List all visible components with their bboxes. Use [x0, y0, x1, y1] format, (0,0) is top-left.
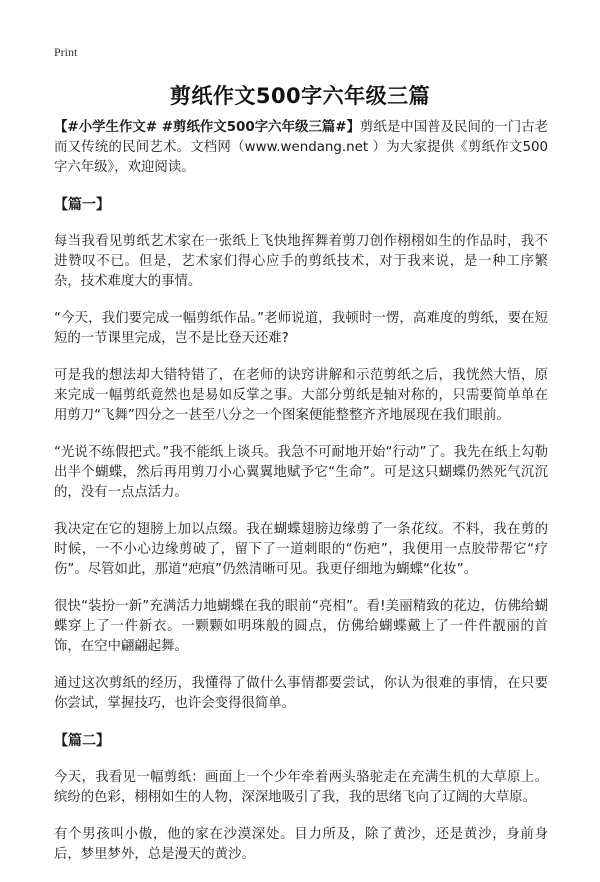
- paragraph: 每当我看见剪纸艺术家在一张纸上飞快地挥舞着剪刀创作栩栩如生的作品时，我不进赞叹不已。但是，艺术家们得心应手的剪纸技术，对于我来说，是一种工序繁杂，技术难度大的事情。: [54, 234, 548, 289]
- intro-tag: 【#小学生作文# #剪纸作文500字六年级三篇#】: [54, 120, 361, 135]
- article-body: [54, 118, 548, 882]
- section-heading-1: 【篇一】: [54, 197, 110, 213]
- intro-text: 剪纸是中国普及民间的一门古老而又传统的民间艺术。文档网（www.wendang.net ）为大家提供《剪纸作文500字六年级》，欢迎阅读。: [54, 120, 549, 175]
- print-label: Print: [54, 45, 78, 59]
- paragraph: “今天，我们要完成一幅剪纸作品。”老师说道，我顿时一愣，高难度的剪纸，要在短短的一节课里完成，岂不是比登天还难?: [54, 311, 548, 346]
- page-title: 剪纸作文500字六年级三篇: [169, 84, 431, 108]
- intro-paragraph: [54, 118, 548, 178]
- paragraph: 有个男孩叫小傲，他的家在沙漠深处。目力所及，除了黄沙，还是黄沙，身前身后，梦里梦外，总是漫天的黄沙。: [54, 827, 548, 862]
- section-heading-2: 【篇二】: [54, 733, 110, 749]
- paragraph: 今天，我看见一幅剪纸：画面上一个少年牵着两头骆驼走在充满生机的大草原上。缤纷的色彩，栩栩如生的人物，深深地吸引了我，我的思绪飞向了辽阔的大草原。: [54, 770, 548, 805]
- paragraph: 很快“装扮一新”充满活力地蝴蝶在我的眼前“亮相”。看!美丽精致的花边，仿佛给蝴蝶穿上了一件新衣。一颗颗如明珠般的圆点，仿佛给蝴蝶戴上了一件件靓丽的首饰，在空中翩翩起舞。: [54, 599, 548, 654]
- paragraph: 可是我的想法却大错特错了，在老师的诀窍讲解和示范剪纸之后，我恍然大悟，原来完成一幅剪纸竟然也是易如反掌之事。大部分剪纸是轴对称的，只需要简单单在用剪刀“飞舞”四分之一甚至八分之一个图案便能整整齐齐地展现在我们眼前。: [54, 368, 548, 423]
- paragraph: 通过这次剪纸的经历，我懂得了做什么事情都要尝试，你认为很难的事情，在只要你尝试，掌握技巧，也许会变得很简单。: [54, 676, 548, 711]
- paragraph: “光说不练假把式。”我不能纸上谈兵。我急不可耐地开始“行动”了。我先在纸上勾勒出半个蝴蝶，然后再用剪刀小心翼翼地赋予它“生命”。可是这只蝴蝶仍然死气沉沉的，没有一点点活力。: [54, 445, 548, 500]
- paragraph: 我决定在它的翅膀上加以点缀。我在蝴蝶翅膀边缘剪了一条花纹。不料，我在剪的时候，一不小心边缘剪破了，留下了一道刺眼的“伤疤”，我便用一点胶带帮它“疗伤”。尽管如此，那道“疤痕”仍然清晰可见。我更仔细地为蝴蝶“化妆”。: [54, 522, 548, 577]
